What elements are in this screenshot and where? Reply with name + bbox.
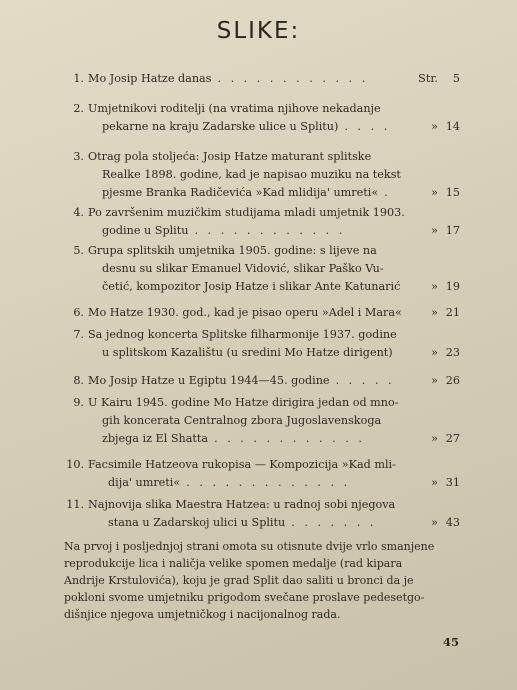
toc-entry-number: 5. xyxy=(73,244,84,257)
toc-entry-text: Realke 1898. godine, kad je napisao muziku na tekst xyxy=(102,168,401,181)
leader-dots: . . . . . . . xyxy=(291,516,377,529)
toc-page-reference xyxy=(431,430,460,448)
toc-entry-line xyxy=(73,372,460,390)
toc-entry-line xyxy=(73,204,460,222)
toc-entry-text: zbjega iz El Shatta xyxy=(102,432,209,445)
leader-dots: . . . . xyxy=(344,120,391,133)
toc-entry-text: Mo Josip Hatze danas xyxy=(88,72,212,85)
leader-dots: . . . . . . . . . . . . xyxy=(194,224,346,237)
toc-entry-text: Mo Josip Hatze u Egiptu 1944—45. godine xyxy=(88,374,330,387)
page-value: 21 xyxy=(445,306,460,319)
toc-page-reference xyxy=(431,372,460,390)
toc-page-reference xyxy=(431,474,460,492)
toc-entry-text: Sa jednog koncerta Splitske filharmonije 1937. godine xyxy=(88,328,397,341)
toc-entry-text: stana u Zadarskoj ulici u Splitu xyxy=(108,516,286,529)
leader-dots: . . . . . . . . . . . . . xyxy=(186,476,351,489)
toc-entry-line xyxy=(88,430,460,448)
toc-entry-number: 3. xyxy=(73,150,84,163)
toc-page-reference xyxy=(431,304,460,322)
page-prefix: » xyxy=(431,374,438,387)
toc-entry-line xyxy=(73,100,460,118)
toc-entry-line xyxy=(88,412,460,430)
toc-entry xyxy=(73,326,460,362)
footnote-line: Na prvoj i posljednjoj strani omota su otisnute dvije vrlo smanjene xyxy=(64,540,435,553)
footnote-line: reprodukcije lica i naličja velike spomen medalje (rad kipara xyxy=(64,557,403,570)
page-prefix: » xyxy=(431,120,438,133)
toc-entry xyxy=(73,100,460,136)
toc-entry-line xyxy=(88,166,460,184)
toc-page-reference xyxy=(431,184,460,202)
toc-entry-line xyxy=(73,242,460,260)
page-value: 43 xyxy=(445,516,460,529)
toc-page-reference xyxy=(431,344,460,362)
toc-entry-line xyxy=(88,514,460,532)
toc-entry-text: dija' umreti« xyxy=(108,476,181,489)
leader-dots: . xyxy=(384,186,391,199)
page-prefix: » xyxy=(431,224,438,237)
page-value: 5 xyxy=(452,72,460,85)
toc-entry xyxy=(73,304,460,322)
page-prefix: Str. xyxy=(418,72,438,85)
toc-entry-text: u splitskom Kazalištu (u sredini Mo Hatze dirigent) xyxy=(102,346,393,359)
toc-entry-line xyxy=(66,456,460,474)
toc-entry-line xyxy=(88,222,460,240)
toc-entry-line xyxy=(73,304,460,322)
toc-entry xyxy=(73,242,460,296)
leader-dots: . . . . . . . . . . . . xyxy=(217,72,369,85)
page-value: 26 xyxy=(445,374,460,387)
toc-entry-line xyxy=(88,474,460,492)
page-prefix: » xyxy=(431,432,438,445)
toc-entry-text: Facsimile Hatzeova rukopisa — Kompozicija »Kad mli- xyxy=(88,458,396,471)
toc-entry-text: pekarne na kraju Zadarske ulice u Splitu) xyxy=(102,120,339,133)
page-value: 23 xyxy=(445,346,460,359)
toc-entry-number: 6. xyxy=(73,306,84,319)
toc-entry-text: pjesme Branka Radičevića »Kad mlidija' umreti« xyxy=(102,186,379,199)
toc-entry xyxy=(66,496,460,532)
toc-page-reference xyxy=(418,70,460,88)
toc-page-reference xyxy=(431,278,460,296)
toc-entry-number: 7. xyxy=(73,328,84,341)
toc-entry-text: Grupa splitskih umjetnika 1905. godine: s lijeve na xyxy=(88,244,377,257)
toc-entry-number: 8. xyxy=(73,374,84,387)
toc-entry xyxy=(73,372,460,390)
page-value: 14 xyxy=(445,120,460,133)
toc-entry-text: četić, kompozitor Josip Hatze i slikar Ante Katunarić xyxy=(102,280,401,293)
toc-entry-number: 9. xyxy=(73,396,84,409)
page-value: 15 xyxy=(445,186,460,199)
page-prefix: » xyxy=(431,280,438,293)
page-prefix: » xyxy=(431,346,438,359)
toc-entry-number: 4. xyxy=(73,206,84,219)
page-title: SLIKE: xyxy=(216,18,301,44)
toc-entry xyxy=(73,148,460,202)
toc-entry xyxy=(73,70,460,88)
toc-entry-number: 11. xyxy=(66,498,84,511)
toc-page-reference xyxy=(431,514,460,532)
footnote-line: Andrije Krstulovića), koju je grad Split dao saliti u bronci da je xyxy=(64,574,414,587)
page-number: 45 xyxy=(442,635,459,649)
toc-entry-line xyxy=(73,148,460,166)
page-prefix: » xyxy=(431,306,438,319)
toc-entry xyxy=(73,394,460,448)
toc-entry-line xyxy=(73,70,460,88)
toc-entry-text: Po završenim muzičkim studijama mladi umjetnik 1903. xyxy=(88,206,405,219)
toc-page-reference xyxy=(431,222,460,240)
toc-entry-line xyxy=(73,326,460,344)
toc-entry-line xyxy=(88,278,460,296)
toc-entry-text: Otrag pola stoljeća: Josip Hatze maturant splitske xyxy=(88,150,372,163)
toc-entry-number: 1. xyxy=(73,72,84,85)
toc-entry xyxy=(66,456,460,492)
toc-entry-text: Najnovija slika Maestra Hatzea: u radnoj sobi njegova xyxy=(88,498,396,511)
page-prefix: » xyxy=(431,476,438,489)
toc-entry-line xyxy=(88,184,460,202)
page-value: 19 xyxy=(445,280,460,293)
toc-entry-text: gih koncerata Centralnog zbora Jugoslavenskoga xyxy=(102,414,382,427)
toc-entry-line xyxy=(88,260,460,278)
page-value: 17 xyxy=(445,224,460,237)
toc-entry-text: Mo Hatze 1930. god., kad je pisao operu »Adel i Mara« xyxy=(88,306,402,319)
toc-entry-number: 2. xyxy=(73,102,84,115)
footnote-line: dišnjice njegova umjetničkog i nacijonalnog rada. xyxy=(64,608,341,621)
page-value: 31 xyxy=(445,476,460,489)
toc-entry-line xyxy=(88,118,460,136)
toc-entry-line xyxy=(66,496,460,514)
toc-entry-text: Umjetnikovi roditelji (na vratima njihove nekadanje xyxy=(88,102,381,115)
footnote-line: pokloni svome umjetniku prigodom svečane proslave pedesetgo- xyxy=(64,591,425,604)
toc-entry-text: U Kairu 1945. godine Mo Hatze dirigira jedan od mno- xyxy=(88,396,399,409)
leader-dots: . . . . . xyxy=(335,374,395,387)
footnote xyxy=(64,538,476,623)
page-prefix: » xyxy=(431,516,438,529)
toc-entry-text: godine u Splitu xyxy=(102,224,189,237)
toc-entry-line xyxy=(73,394,460,412)
toc-entry-line xyxy=(88,344,460,362)
toc-page-reference xyxy=(431,118,460,136)
toc-entry-text: desnu su slikar Emanuel Vidović, slikar Paško Vu- xyxy=(102,262,384,275)
page-prefix: » xyxy=(431,186,438,199)
toc-entry xyxy=(73,204,460,240)
toc-entry-number: 10. xyxy=(66,458,84,471)
leader-dots: . . . . . . . . . . . . xyxy=(214,432,365,445)
page-value: 27 xyxy=(445,432,460,445)
